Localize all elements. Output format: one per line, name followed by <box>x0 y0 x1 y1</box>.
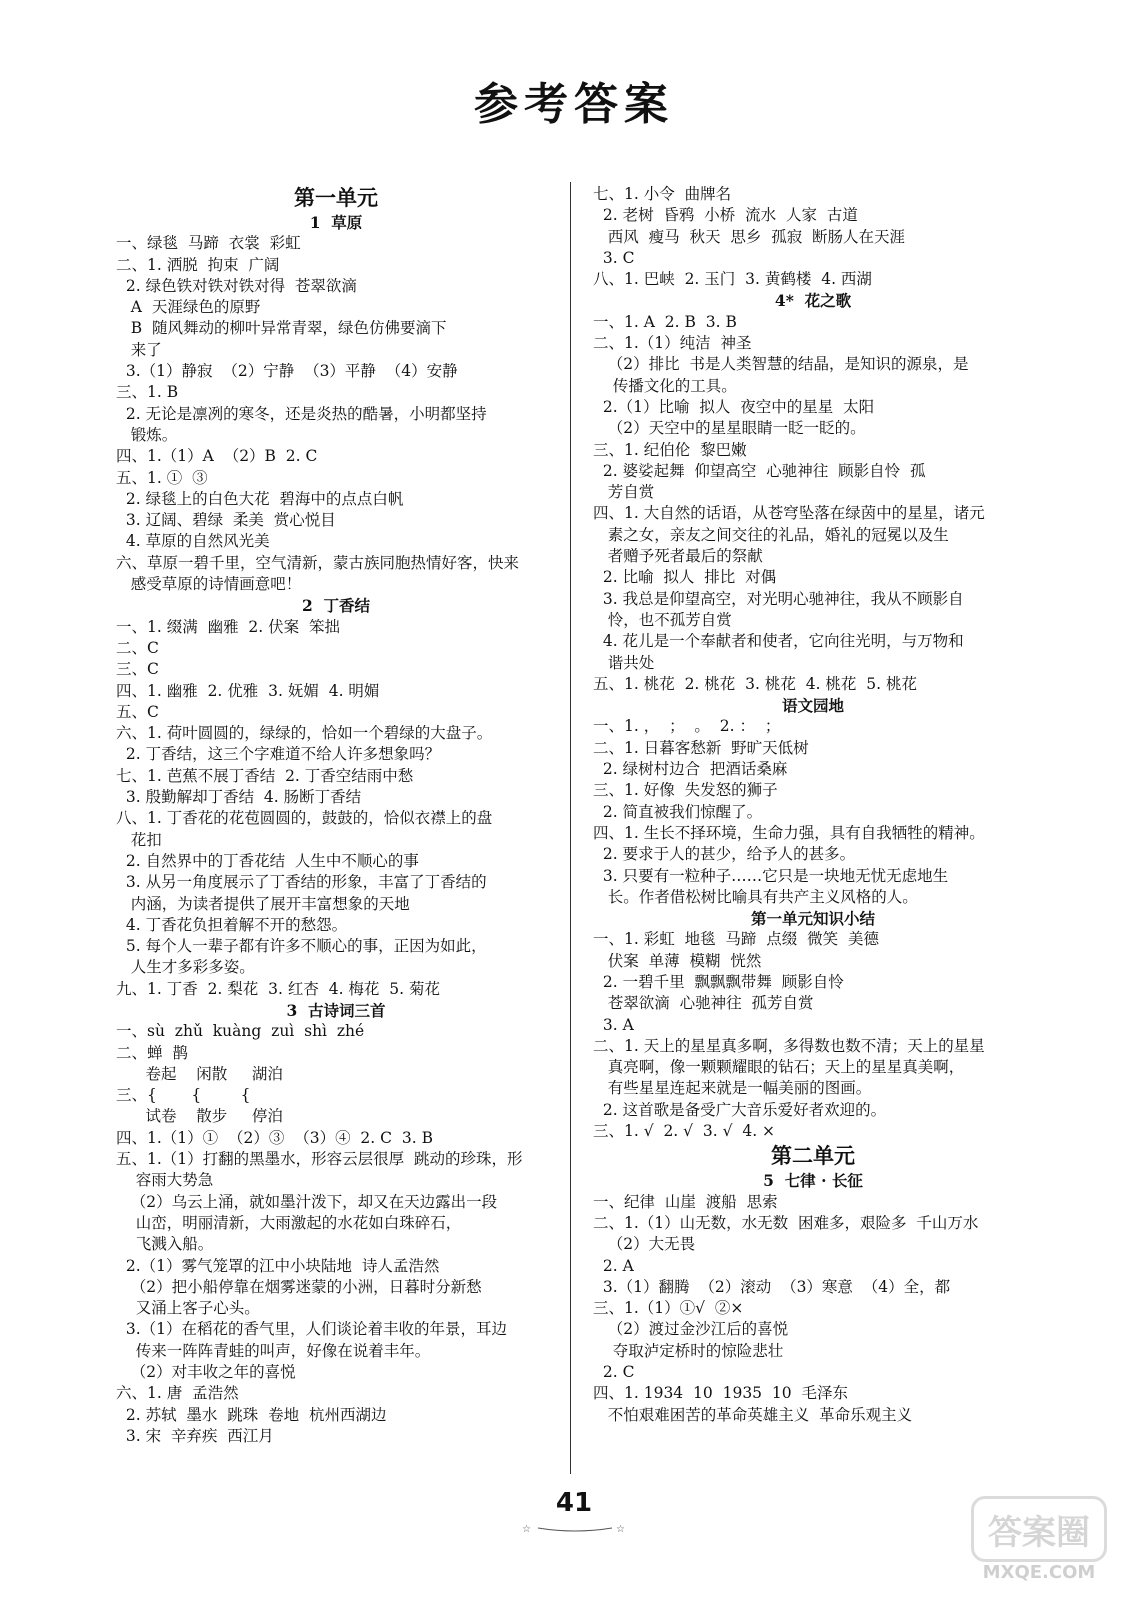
answer-line: 3. A <box>593 1015 634 1034</box>
lesson-heading: 4* 花之歌 <box>774 291 852 311</box>
lesson-heading: 1 草原 <box>309 213 363 232</box>
answer-line: 夺取泸定桥时的惊险悲壮 <box>593 1341 784 1360</box>
lesson-heading: 第一单元知识小结 <box>750 909 875 929</box>
answer-line: （2）天空中的星星眼睛一眨一眨的。 <box>593 419 866 438</box>
answer-line: 2.（1）雾气笼罩的江中小块陆地 诗人孟浩然 <box>116 1256 440 1275</box>
answer-line: 苍翠欲滴 心驰神往 孤芳自赏 <box>593 994 814 1013</box>
answer-line: 一、1. ， ； 。 2. ： ； <box>593 717 781 736</box>
answer-line: 一、1. 彩虹 地毯 马蹄 点缀 微笑 美德 <box>593 930 879 949</box>
answer-line: 二、1. 洒脱 拘束 广阔 <box>116 255 280 274</box>
answer-line: 3. 宋 辛弃疾 西江月 <box>116 1426 274 1445</box>
answer-line: 长。作者借松树比喻具有共产主义风格的人。 <box>593 887 918 906</box>
answer-line: 2. 无论是凛冽的寒冬，还是炎热的酷暑，小明都坚持 <box>116 404 487 423</box>
answer-line: 5. 每个人一辈子都有许多不顺心的事，正因为如此， <box>116 937 487 956</box>
answer-line: （2）渡过金沙江后的喜悦 <box>593 1320 789 1339</box>
lesson-heading: 2 丁香结 <box>301 596 371 616</box>
answer-line: 四、1. 幽雅 2. 优雅 3. 妩媚 4. 明媚 <box>116 681 380 700</box>
answer-line: 怜，也不孤芳自赏 <box>593 610 732 629</box>
answer-line: （2）大无畏 <box>593 1235 696 1254</box>
answer-line: 谐共处 <box>593 653 655 672</box>
answer-line: 一、绿毯 马蹄 衣裳 彩虹 <box>116 234 301 253</box>
answer-line: 2. 绿毯上的白色大花 碧海中的点点白帆 <box>116 489 404 508</box>
answer-line: 五、C <box>116 702 159 721</box>
answer-line: （2）对丰收之年的喜悦 <box>116 1363 296 1382</box>
answer-line: （2）乌云上涌，就如墨汁泼下，却又在天边露出一段 <box>116 1192 498 1211</box>
lesson-heading: 语文园地 <box>781 696 844 716</box>
answer-line: 2. 这首歌是备受广大音乐爱好者欢迎的。 <box>593 1100 887 1119</box>
answer-line: 七、1. 芭蕉不展丁香结 2. 丁香空结雨中愁 <box>116 766 414 785</box>
answer-line: 锻炼。 <box>116 425 178 444</box>
answer-line: 四、1.（1）A （2）B 2. C <box>116 447 318 466</box>
answer-line: 八、1. 巴峡 2. 玉门 3. 黄鹤楼 4. 西湖 <box>593 270 872 289</box>
answer-line: 人生才多彩多姿。 <box>116 958 255 977</box>
answer-line: 4. 花儿是一个奉献者和使者，它向往光明，与万物和 <box>593 632 964 651</box>
answer-line: （2）排比 书是人类智慧的结晶，是知识的源泉，是 <box>593 355 969 374</box>
answer-column-right <box>593 184 1033 1426</box>
answer-line: 五、1.（1）打翻的黑墨水，形容云层很厚 跳动的珍珠，形 <box>116 1150 523 1169</box>
answer-line: 二、蝉 鹊 <box>116 1043 188 1062</box>
watermark <box>954 1496 1124 1592</box>
answer-line: 有些星星连起来就是一幅美丽的图画。 <box>593 1079 872 1098</box>
answer-line: 三、C <box>116 660 159 679</box>
answer-line: 五、1. 桃花 2. 桃花 3. 桃花 4. 桃花 5. 桃花 <box>593 674 917 693</box>
answer-line: 二、1.（1）纯洁 神圣 <box>593 334 752 353</box>
answer-line: 感受草原的诗情画意吧！ <box>116 575 302 594</box>
answer-line: 3. 只要有一粒种子……它只是一块地无忧无虑地生 <box>593 866 949 885</box>
answer-line: 四、1. 1934 10 1935 10 毛泽东 <box>593 1384 848 1403</box>
unit-heading: 第二单元 <box>771 1143 855 1169</box>
answer-line: 2. 绿色铁对铁对铁对得 苍翠欲滴 <box>116 276 357 295</box>
svg-text:☆: ☆ <box>522 1524 531 1534</box>
answer-line: 卷起 闲散 湖泊 <box>116 1064 283 1083</box>
answer-line: 四、1.（1）① （2）③ （3）④ 2. C 3. B <box>116 1128 433 1147</box>
page-title: 参考答案 <box>474 79 674 130</box>
answer-line: 一、1. A 2. B 3. B <box>593 312 737 331</box>
answer-line: 一、sù zhǔ kuàng zuì shì zhé <box>116 1022 365 1041</box>
answer-line: 三、1. √ 2. √ 3. √ 4. × <box>593 1122 776 1141</box>
answer-line: 2. 简直被我们惊醒了。 <box>593 802 763 821</box>
answer-line: 芳自赏 <box>593 483 655 502</box>
answer-line: 4. 草原的自然风光美 <box>116 532 270 551</box>
answer-line: 西风 瘦马 秋天 思乡 孤寂 断肠人在天涯 <box>593 227 906 246</box>
unit-heading: 第一单元 <box>294 185 378 210</box>
answer-line: 内涵，为读者提供了展开丰富想象的天地 <box>116 894 410 913</box>
answer-line: 2. A <box>593 1256 634 1275</box>
answer-line: 2. 丁香结，这三个字难道不给人许多想象吗？ <box>116 745 441 764</box>
answer-line: 真亮啊，像一颗颗耀眼的钻石；天上的星星真美啊， <box>593 1058 965 1077</box>
answer-line: 八、1. 丁香花的花苞圆圆的，鼓鼓的，恰似衣襟上的盘 <box>116 809 493 828</box>
answer-line: 2. 要求于人的甚少，给予人的甚多。 <box>593 845 856 864</box>
answer-line: 传播文化的工具。 <box>593 376 737 395</box>
answer-line: 花扣 <box>116 830 162 849</box>
answer-line: 3. 殷勤解却丁香结 4. 肠断丁香结 <box>116 788 362 807</box>
watermark-logo: 答案圈 <box>971 1496 1107 1562</box>
answer-line: 三、{ { { <box>116 1086 251 1105</box>
answer-line: 山峦，明丽清新，大雨激起的水花如白珠碎石， <box>116 1213 462 1232</box>
answer-line: 四、1. 生长不择环境，生命力强，具有自我牺牲的精神。 <box>593 823 985 842</box>
answer-line: 三、1. 纪伯伦 黎巴嫩 <box>593 440 747 459</box>
answer-line: 2.（1）比喻 拟人 夜空中的星星 太阳 <box>593 397 875 416</box>
answer-line: 三、1. 好像 失发怒的狮子 <box>593 781 778 800</box>
answer-line: 九、1. 丁香 2. 梨花 3. 红杏 4. 梅花 5. 菊花 <box>116 979 440 998</box>
answer-line: 二、C <box>116 638 159 657</box>
answer-line: 试卷 散步 停泊 <box>116 1107 283 1126</box>
answer-line: 3. 从另一角度展示了丁香结的形象，丰富了丁香结的 <box>116 873 487 892</box>
answer-line: 2. 自然界中的丁香花结 人生中不顺心的事 <box>116 851 419 870</box>
answer-line: （2）把小船停靠在烟雾迷蒙的小洲，日暮时分新愁 <box>116 1277 482 1296</box>
answer-column-left <box>116 184 556 1447</box>
answer-line: 4. 丁香花负担着解不开的愁怨。 <box>116 915 348 934</box>
answer-line: 2. 老树 昏鸦 小桥 流水 人家 古道 <box>593 206 858 225</box>
answer-line: 者赠予死者最后的祭献 <box>593 547 763 566</box>
column-divider <box>570 182 571 1474</box>
answer-line: 二、1. 天上的星星真多啊，多得数也数不清；天上的星星 <box>593 1036 985 1055</box>
answer-line: 2. 一碧千里 飘飘飘带舞 顾影自怜 <box>593 972 844 991</box>
answer-line: 三、1. B <box>116 383 179 402</box>
answer-line: 3. 我总是仰望高空，对光明心驰神往，我从不顾影自 <box>593 589 964 608</box>
answer-line: 六、1. 荷叶圆圆的，绿绿的，恰如一个碧绿的大盘子。 <box>116 724 493 743</box>
answer-line: 五、1. ① ③ <box>116 468 208 487</box>
answer-line: 来了 <box>116 340 162 359</box>
answer-line: 六、草原一碧千里，空气清新，蒙古族同胞热情好客，快来 <box>116 553 520 572</box>
page-number: 41 <box>555 1488 593 1518</box>
lesson-heading: 5 七律 · 长征 <box>763 1171 863 1191</box>
answer-line: 七、1. 小令 曲牌名 <box>593 185 732 203</box>
answer-line: B 随风舞动的柳叶异常青翠，绿色仿佛要滴下 <box>116 319 447 338</box>
answer-line: 二、1.（1）山无数，水无数 困难多，艰险多 千山万水 <box>593 1213 979 1232</box>
answer-line: 3.（1）静寂 （2）宁静 （3）平静 （4）安静 <box>116 362 458 381</box>
watermark-url: MXQE.COM <box>982 1562 1096 1583</box>
answer-line: 二、1. 日暮客愁新 野旷天低树 <box>593 738 809 757</box>
answer-line: 又涌上客子心头。 <box>116 1299 260 1318</box>
answer-line: 3.（1）翻腾 （2）滚动 （3）寒意 （4）全，都 <box>593 1277 951 1296</box>
answer-line: 素之女，亲友之间交往的礼品，婚礼的冠冕以及生 <box>593 525 949 544</box>
answer-line: 三、1.（1）①√ ②× <box>593 1299 744 1318</box>
answer-line: 2. 婆娑起舞 仰望高空 心驰神往 顾影自怜 孤 <box>593 461 926 480</box>
answer-line: 3.（1）在稻花的香气里，人们谈论着丰收的年景，耳边 <box>116 1320 508 1339</box>
svg-text:☆: ☆ <box>616 1524 625 1534</box>
footer-ornament-icon <box>520 1522 630 1534</box>
answer-line: 容雨大势急 <box>116 1171 214 1190</box>
answer-line: 2. 比喻 拟人 排比 对偶 <box>593 568 777 587</box>
answer-line: 一、1. 缀满 幽雅 2. 伏案 笨拙 <box>116 617 340 636</box>
answer-line: 3. 辽阔、碧绿 柔美 赏心悦目 <box>116 511 336 530</box>
answer-line: 飞溅入船。 <box>116 1235 214 1254</box>
answer-line: 3. C <box>593 248 635 267</box>
answer-line: 传来一阵阵青蛙的叫声，好像在说着丰年。 <box>116 1341 431 1360</box>
answer-line: 伏案 单薄 模糊 恍然 <box>593 951 762 970</box>
answer-line: 四、1. 大自然的话语，从苍穹坠落在绿茵中的星星，诸元 <box>593 504 985 523</box>
answer-line: 2. C <box>593 1363 635 1382</box>
answer-line: 不怕艰难困苦的革命英雄主义 革命乐观主义 <box>593 1405 913 1424</box>
answer-line: 2. 苏轼 墨水 跳珠 卷地 杭州西湖边 <box>116 1405 387 1424</box>
answer-line: 六、1. 唐 孟浩然 <box>116 1384 239 1403</box>
answer-line: 一、纪律 山崖 渡船 思索 <box>593 1192 778 1211</box>
lesson-heading: 3 古诗词三首 <box>286 1000 386 1020</box>
answer-line: 2. 绿树村边合 把酒话桑麻 <box>593 760 788 779</box>
answer-line: A 天涯绿色的原野 <box>116 298 261 317</box>
